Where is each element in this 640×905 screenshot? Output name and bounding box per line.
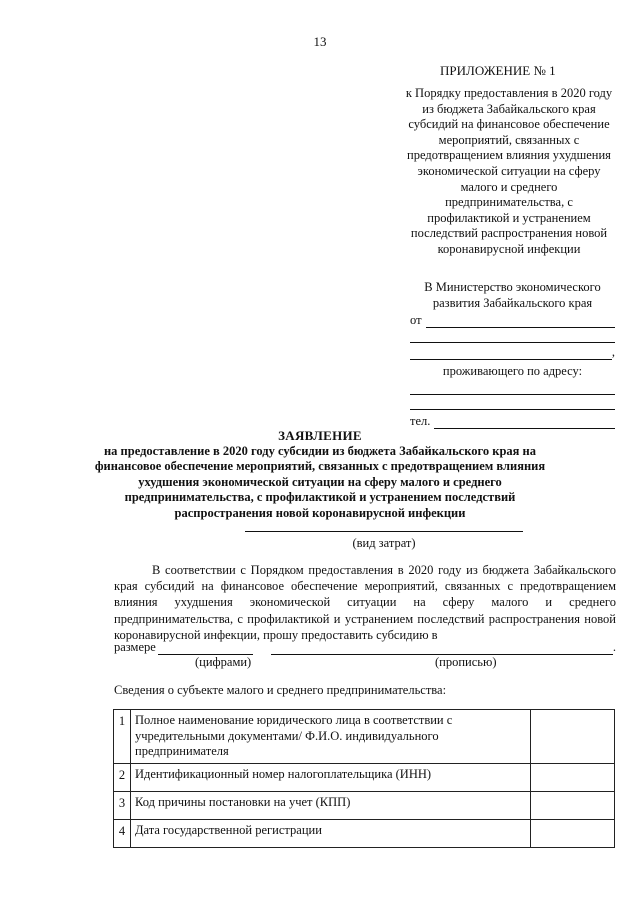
info-title: Сведения о субъекте малого и среднего предпринимательства: — [114, 683, 447, 697]
amount-end: . — [612, 640, 616, 654]
appendix-line: к Порядку предоставления в 2020 году — [405, 86, 613, 100]
heading-line: предпринимательства, с профилактикой и устранением последствий — [124, 490, 516, 505]
page-number: 13 — [313, 34, 327, 49]
appendix-line: коронавирусной инфекции — [437, 241, 581, 256]
appendix-line: мероприятий, связанных с — [438, 132, 580, 147]
amount-digits-label: (цифрами) — [195, 655, 252, 669]
amount-label: размере — [114, 640, 156, 654]
table-row — [114, 710, 615, 764]
row-number: 3 — [114, 791, 131, 819]
row-number: 2 — [114, 763, 131, 791]
heading-line: финансовое обеспечение мероприятий, связанных с предотвращением влияния — [94, 459, 546, 474]
table-row — [114, 819, 615, 847]
heading-line: ухудшения экономической ситуации на сферу малого и среднего — [138, 474, 502, 489]
appendix-line: последствий распространения новой — [410, 226, 608, 241]
row-value-cell[interactable] — [531, 791, 615, 819]
from-field-line-3[interactable] — [410, 347, 612, 360]
amount-words-field[interactable] — [271, 642, 613, 655]
application-heading — [70, 428, 570, 522]
appendix-line: экономической ситуации на сферу — [417, 163, 601, 178]
row-value-cell[interactable] — [531, 763, 615, 791]
row-number: 1 — [114, 710, 131, 764]
appendix-line: профилактикой и устранением — [427, 210, 591, 225]
appendix-title: ПРИЛОЖЕНИЕ № 1 — [440, 63, 556, 78]
address-block — [410, 280, 615, 429]
from-field[interactable] — [426, 315, 615, 328]
request-paragraph: В соответствии с Порядком предоставления в 2020 году из бюджета Забайкальского края субсидий на финансовое обеспечение мероприятий, связанных с предотвращением влияния ухудшения экономической ситуации на сферу малого и среднего предпринимательства, с профилактикой и устранением последствий распространения новой коронавирусной инфекции, прошу предоставить субсидию в — [114, 563, 616, 642]
appendix-line: из бюджета Забайкальского края — [422, 101, 596, 116]
table-row — [114, 763, 615, 791]
appendix-line: предпринимательства, с — [445, 195, 573, 210]
row-label: Дата государственной регистрации — [131, 819, 531, 847]
row-number: 4 — [114, 819, 131, 847]
heading-line: распространения новой коронавирусной инфекции — [174, 505, 466, 520]
phone-label: тел. — [410, 413, 431, 428]
recipient-line-2: развития Забайкальского края — [432, 295, 593, 310]
amount-digits-field[interactable] — [158, 642, 253, 655]
phone-field[interactable] — [434, 416, 615, 429]
residing-label: проживающего по адресу: — [442, 364, 583, 378]
appendix-reference — [385, 86, 633, 258]
from-row-3 — [410, 345, 615, 360]
address-field-line-2[interactable] — [410, 409, 615, 410]
row-value-cell[interactable] — [531, 819, 615, 847]
from-label: от — [410, 313, 422, 327]
table-row — [114, 791, 615, 819]
cost-type-field[interactable] — [245, 531, 523, 532]
comma: , — [611, 345, 615, 359]
row-label: Идентификационный номер налогоплательщика (ИНН) — [131, 763, 531, 791]
phone-row — [410, 414, 615, 429]
from-field-line-2[interactable] — [410, 342, 615, 343]
row-label: Полное наименование юридического лица в соответствии с учредительными документами/ Ф.И.О. индивидуального предпринимателя — [131, 710, 531, 764]
row-value-cell[interactable] — [531, 710, 615, 764]
from-row — [410, 313, 615, 328]
recipient-line-1: В Министерство экономического — [424, 280, 601, 294]
appendix-line: предотвращением влияния ухудшения — [407, 148, 611, 163]
address-field-line-1[interactable] — [410, 394, 615, 395]
row-label: Код причины постановки на учет (КПП) — [131, 791, 531, 819]
heading-line: на предоставление в 2020 году субсидии из бюджета Забайкальского края на — [103, 443, 537, 458]
appendix-line: малого и среднего — [460, 179, 558, 194]
appendix-line: субсидий на финансовое обеспечение — [408, 117, 610, 132]
application-title: ЗАЯВЛЕНИЕ — [278, 428, 362, 443]
amount-row — [114, 640, 616, 655]
business-info-table — [113, 709, 615, 848]
amount-words-label: (прописью) — [435, 655, 497, 669]
cost-type-label: (вид затрат) — [352, 536, 416, 550]
